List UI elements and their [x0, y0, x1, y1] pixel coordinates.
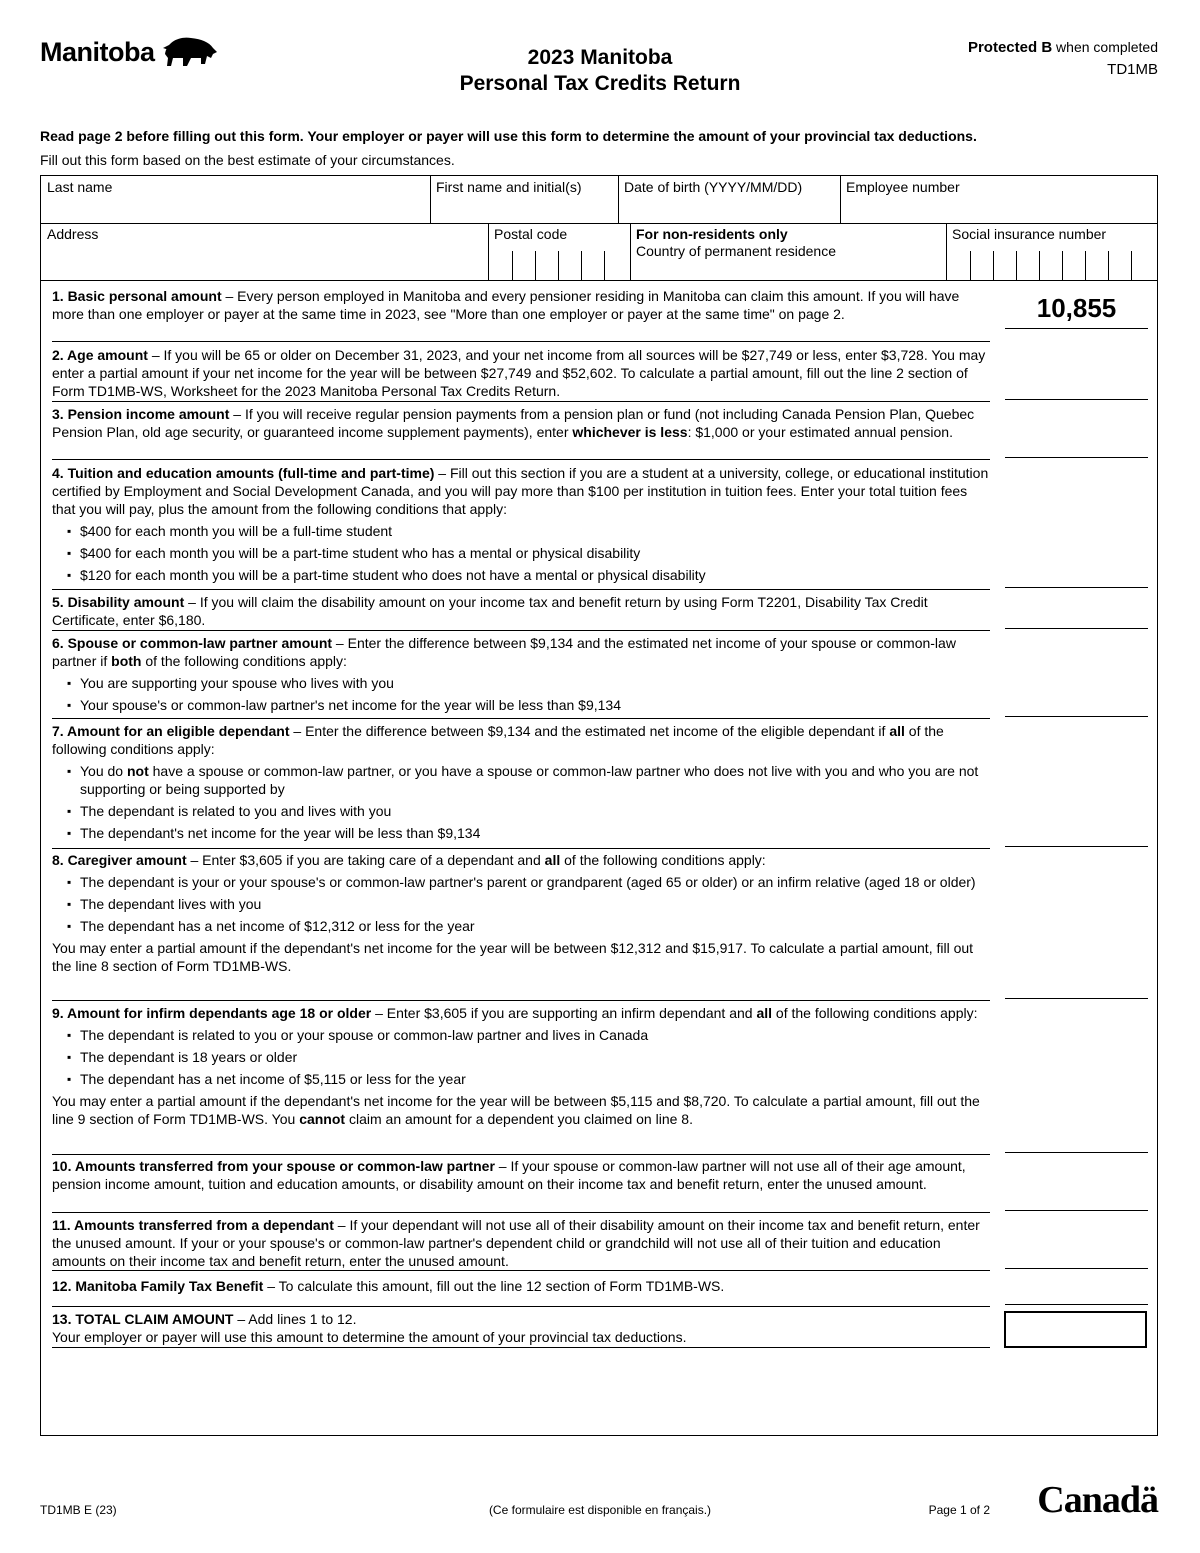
canada-wordmark: Canadä	[1037, 1479, 1158, 1521]
list-item: ▪ The dependant is your or your spouse's or common-law partner's parent or grandparent (aged 65 or older) or an infirm relative (aged 18 or older)	[52, 873, 990, 891]
line-5-amount-field[interactable]	[1005, 628, 1148, 629]
line-3-amount-field[interactable]	[1005, 457, 1148, 458]
line-12	[52, 1277, 990, 1295]
line-4-amount-field[interactable]	[1005, 587, 1148, 588]
line-7-bold: all	[889, 723, 905, 739]
line-8-title: 8. Caregiver amount	[52, 852, 187, 868]
form-id: TD1MB E (23)	[40, 1503, 117, 1517]
line-3-text-b: : $1,000 or your estimated annual pension.	[687, 424, 953, 440]
separator	[52, 718, 990, 719]
page-number: Page 1 of 2	[928, 1503, 990, 1517]
line-7-title: 7. Amount for an eligible dependant	[52, 723, 290, 739]
separator	[52, 459, 990, 460]
line-9-partial-note	[52, 1092, 990, 1128]
protected-notice	[968, 36, 1158, 81]
line-11-text: – If your dependant will not use all of their disability amount on their income tax and benefit return, enter the unused amount. If your or your spouse's or common-law partner's dependent child or grandchild will not use all of their tuition and education amounts on their income tax and benefit return, enter the unused amount.	[52, 1217, 980, 1269]
line-9-amount-field[interactable]	[1005, 1152, 1148, 1153]
first-name-label: First name and initial(s)	[436, 179, 582, 195]
non-resident-field[interactable]	[630, 223, 946, 281]
line-3-title: 3. Pension income amount	[52, 406, 230, 422]
basic-personal-amount-value: 10,855	[1036, 293, 1117, 323]
line-7	[52, 722, 990, 842]
line-4-text: – Fill out this section if you are a student at a university, college, or educational institution certified by Employment and Social Development Canada, and you will pay more than $100 per institution in tuition fees. Enter your total tuition fees that you will pay, plus the amount from the following conditions that apply:	[52, 465, 989, 517]
line-4	[52, 464, 990, 584]
line-12-text: – To calculate this amount, fill out the line 12 section of Form TD1MB-WS.	[263, 1278, 725, 1294]
line-13	[52, 1310, 990, 1346]
separator	[52, 1270, 990, 1271]
line-10-text: – If your spouse or common-law partner will not use all of their age amount, pension income amount, tuition and education amounts, or disability amount on their income tax and benefit return, enter the unused amount.	[52, 1158, 966, 1192]
line-12-title: 12. Manitoba Family Tax Benefit	[52, 1278, 264, 1294]
line-8-bold: all	[544, 852, 561, 868]
line-11-title: 11. Amounts transferred from a dependant	[52, 1217, 334, 1233]
list-item: ▪ The dependant is related to you or your spouse or common-law partner and lives in Canada	[52, 1026, 990, 1044]
separator	[52, 341, 990, 342]
line-2	[52, 346, 990, 400]
dob-label: Date of birth (YYYY/MM/DD)	[624, 179, 803, 195]
line-9-title: 9. Amount for infirm dependants age 18 or older	[52, 1005, 372, 1021]
line-1-title: 1. Basic personal amount	[52, 288, 222, 304]
line-10-title: 10. Amounts transferred from your spouse or common-law partner	[52, 1158, 495, 1174]
form-code: TD1MB	[1107, 61, 1158, 78]
list-text: You do	[80, 763, 127, 779]
list-item	[52, 762, 990, 798]
protected-label: Protected B	[967, 39, 1053, 56]
logo-text: Manitoba	[40, 36, 155, 67]
list-item: ▪ $120 for each month you will be a part-time student who does not have a mental or physical disability	[52, 566, 990, 584]
line-13-text2: Your employer or payer will use this amount to determine the amount of your provincial tax deductions.	[52, 1329, 687, 1345]
list-item: ▪ The dependant is 18 years or older	[52, 1048, 990, 1066]
note-text: claim an amount for a dependent you claimed on line 8.	[345, 1111, 693, 1127]
line-7-text-a: – Enter the difference between $9,134 and the estimated net income of the eligible dependant if	[289, 723, 890, 739]
line-6-amount-field[interactable]	[1005, 716, 1148, 717]
protected-suffix: when completed	[1056, 39, 1158, 55]
line-8	[52, 851, 990, 975]
line-1	[52, 287, 990, 323]
note-text: You may enter a partial amount if the dependant's net income for the year will be between $5,115 and $8,720. To calculate a partial amount, fill out the line 9 section of Form TD1MB-WS. You	[52, 1093, 980, 1127]
note-bold: cannot	[299, 1111, 346, 1127]
list-item: ▪ You are supporting your spouse who lives with you	[52, 674, 990, 692]
line-10	[52, 1157, 990, 1193]
line-7-amount-field[interactable]	[1005, 846, 1148, 847]
first-name-field[interactable]	[430, 176, 618, 223]
intro-line: Fill out this form based on the best estimate of your circumstances.	[40, 152, 455, 168]
date-of-birth-field[interactable]	[618, 176, 840, 223]
separator	[52, 630, 990, 631]
list-item: ▪ The dependant lives with you	[52, 895, 990, 913]
line-3	[52, 405, 990, 441]
line-6-bold: both	[111, 653, 142, 669]
postal-code-label: Postal code	[494, 226, 568, 242]
separator	[52, 1347, 990, 1348]
list-text: have a spouse or common-law partner, or you have a spouse or common-law partner who does not live with you and who you are not supporting or being supported by	[80, 763, 979, 797]
separator	[52, 1154, 990, 1155]
line-2-amount-field[interactable]	[1005, 399, 1148, 400]
line-6	[52, 634, 990, 714]
line-5-title: 5. Disability amount	[52, 594, 185, 610]
line-6-text-b: of the following conditions apply:	[141, 653, 347, 669]
line-4-title: 4. Tuition and education amounts (full-time and part-time)	[52, 465, 435, 481]
country-label: Country of permanent residence	[636, 243, 836, 259]
list-item: ▪ Your spouse's or common-law partner's net income for the year will be less than $9,134	[52, 696, 990, 714]
line-8-text-b: of the following conditions apply:	[560, 852, 766, 868]
french-availability: (Ce formulaire est disponible en français.)	[488, 1503, 712, 1517]
address-field[interactable]	[41, 223, 488, 281]
list-item: ▪ The dependant's net income for the year will be less than $9,134	[52, 824, 990, 842]
address-label: Address	[47, 226, 99, 242]
list-item: ▪ $400 for each month you will be a part-time student who has a mental or physical disability	[52, 544, 990, 562]
separator	[52, 1306, 990, 1307]
separator	[52, 589, 990, 590]
list-item: ▪ The dependant has a net income of $12,312 or less for the year	[52, 917, 990, 935]
sin-field[interactable]	[946, 223, 1157, 281]
intro-bold: Read page 2 before filling out this form. Your employer or payer will use this form to determine the amount of your provincial tax deductions.	[40, 128, 977, 144]
non-resident-title: For non-residents only	[636, 226, 788, 242]
identification-grid	[40, 175, 1158, 281]
line-1-amount-field[interactable]	[1005, 328, 1148, 329]
line-2-text: – If you will be 65 or older on December 31, 2023, and your net income from all sources will be $27,749 or less, enter $3,728. You may enter a partial amount if your net income for the year will be between $27,749 and $52,602. To calculate a partial amount, fill out the line 2 section of Form TD1MB-WS, Worksheet for the 2023 Manitoba Personal Tax Credits Return.	[52, 347, 986, 399]
employee-number-label: Employee number	[846, 179, 960, 195]
sin-label: Social insurance number	[952, 226, 1107, 242]
separator	[52, 1000, 990, 1001]
list-item: ▪ The dependant is related to you and lives with you	[52, 802, 990, 820]
list-item: ▪ $400 for each month you will be a full-time student	[52, 522, 990, 540]
line-3-bold: whichever is less	[572, 424, 688, 440]
line-10-amount-field[interactable]	[1005, 1210, 1148, 1211]
line-7-text-b: of the following conditions apply:	[52, 723, 944, 757]
line-8-text-a: – Enter $3,605 if you are taking care of a dependant and	[186, 852, 545, 868]
list-item: ▪ The dependant has a net income of $5,115 or less for the year	[52, 1070, 990, 1088]
postal-code-field[interactable]	[488, 223, 630, 281]
line-9-text-a: – Enter $3,605 if you are supporting an infirm dependant and	[371, 1005, 757, 1021]
line-1-text: – Every person employed in Manitoba and every pensioner residing in Manitoba can claim this amount. If you will have more than one employer or payer at the same time in 2023, see "More than one employer or payer at the same time" on page 2.	[52, 288, 960, 322]
total-claim-amount-field[interactable]	[1004, 1311, 1147, 1348]
employee-number-field[interactable]	[840, 176, 1157, 223]
line-2-title: 2. Age amount	[52, 347, 148, 363]
title-line1: 2023 Manitoba	[527, 46, 673, 69]
separator	[52, 1212, 990, 1213]
last-name-field[interactable]	[41, 176, 430, 223]
line-6-text-a: – Enter the difference between $9,134 and the estimated net income of your spouse or common-law partner if	[52, 635, 956, 669]
line-13-title: 13. TOTAL CLAIM AMOUNT	[52, 1311, 234, 1327]
line-9-text-b: of the following conditions apply:	[772, 1005, 978, 1021]
separator	[52, 401, 990, 402]
line-11	[52, 1216, 990, 1270]
line-13-text: – Add lines 1 to 12.	[233, 1311, 357, 1327]
separator	[52, 848, 990, 849]
last-name-label: Last name	[47, 179, 113, 195]
line-8-amount-field[interactable]	[1005, 998, 1148, 999]
line-9-bold: all	[756, 1005, 773, 1021]
line-5-text: – If you will claim the disability amount on your income tax and benefit return by using Form T2201, Disability Tax Credit Certificate, enter $6,180.	[52, 594, 928, 628]
line-6-title: 6. Spouse or common-law partner amount	[52, 635, 333, 651]
line-5	[52, 593, 990, 629]
line-8-partial-note: You may enter a partial amount if the dependant's net income for the year will be between $12,312 and $15,917. To calculate a partial amount, fill out the line 8 section of Form TD1MB-WS.	[52, 940, 974, 974]
list-bold: not	[126, 763, 149, 779]
line-11-amount-field[interactable]	[1005, 1268, 1148, 1269]
line-3-text-a: – If you will receive regular pension payments from a pension plan or fund (not including Canada Pension Plan, Quebec Pension Plan, old age security, or guaranteed income supplement payments), enter	[52, 406, 975, 440]
line-12-amount-field[interactable]	[1005, 1304, 1148, 1305]
line-9	[52, 1004, 990, 1128]
title-line2: Personal Tax Credits Return	[459, 72, 741, 95]
